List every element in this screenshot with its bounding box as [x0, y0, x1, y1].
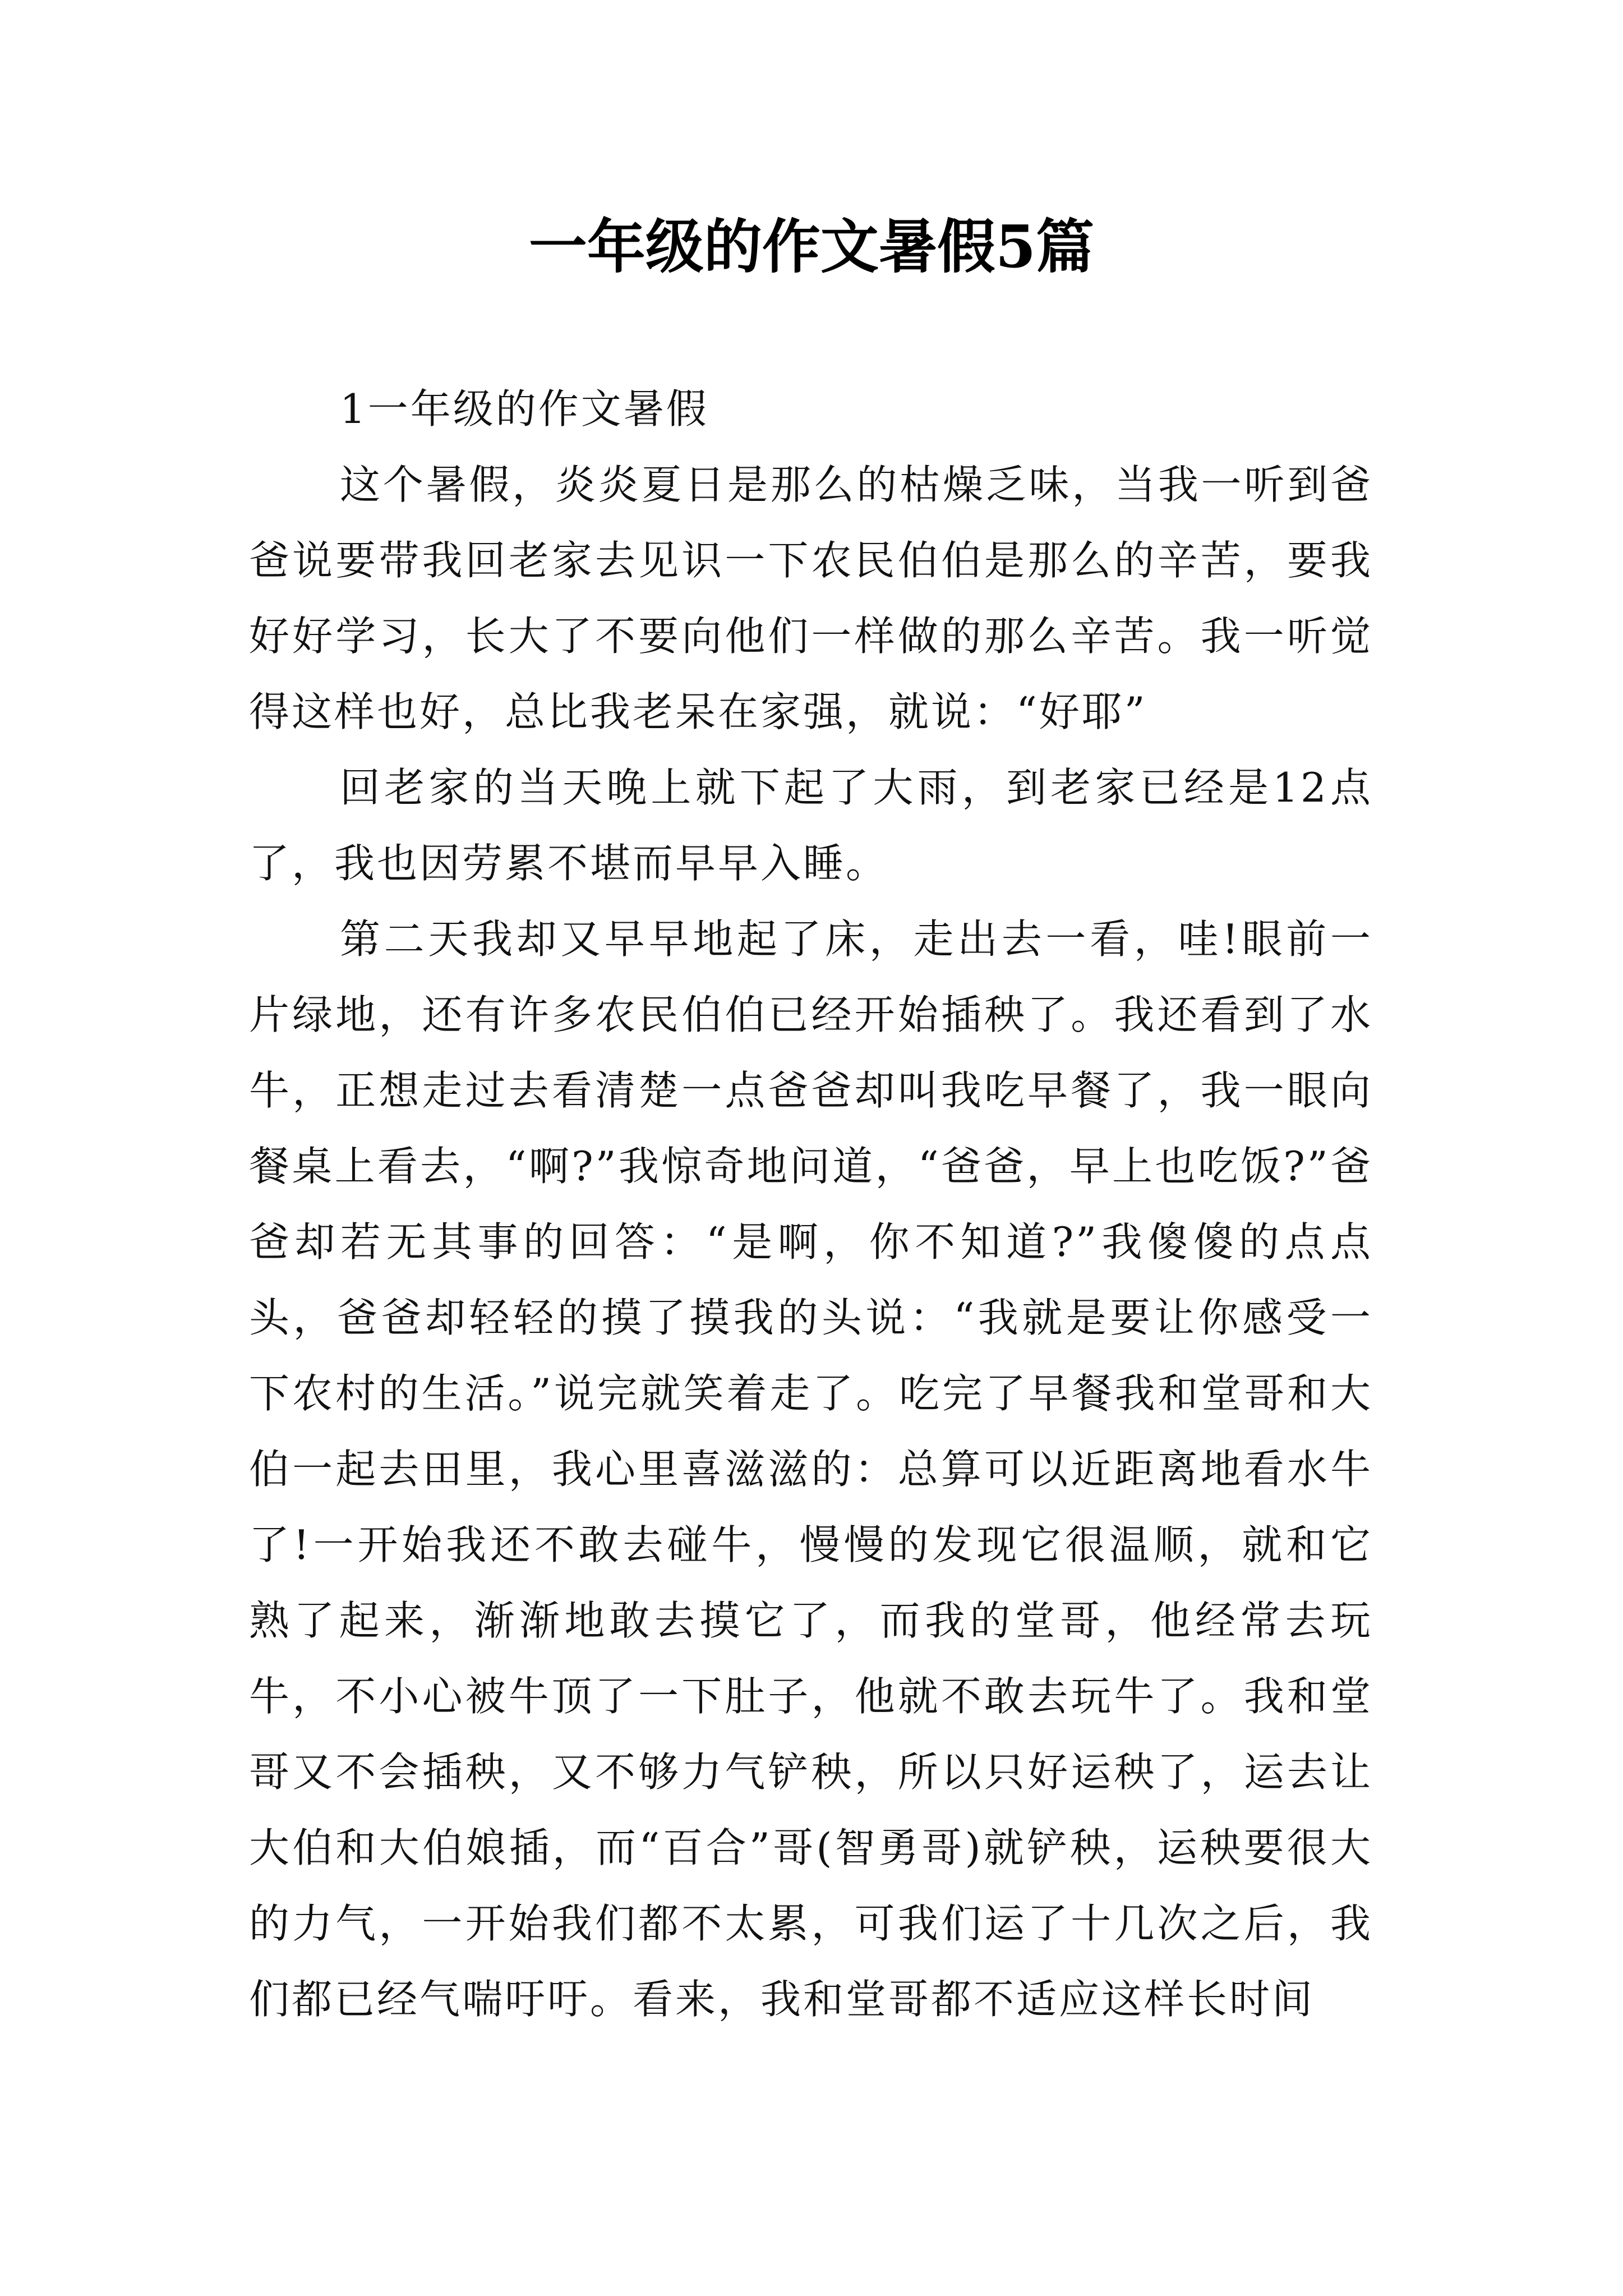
paragraph: 第二天我却又早早地起了床，走出去一看，哇!眼前一片绿地，还有许多农民伯伯已经开始插秧了。我还看到了水牛，正想走过去看清楚一点爸爸却叫我吃早餐了，我一眼向餐桌上看去，“啊?”我惊奇地问道，“爸爸，早上也吃饭?”爸爸却若无其事的回答：“是啊，你不知道?”我傻傻的点点头，爸爸却轻轻的摸了摸我的头说：“我就是要让你感受一下农村的生活。”说完就笑着走了。吃完了早餐我和堂哥和大伯一起去田里，我心里喜滋滋的：总算可以近距离地看水牛了!一开始我还不敢去碰牛，慢慢的发现它很温顺，就和它熟了起来，渐渐地敢去摸它了，而我的堂哥，他经常去玩牛，不小心被牛顶了一下肚子，他就不敢去玩牛了。我和堂哥又不会插秧，又不够力气铲秧，所以只好运秧了，运去让大伯和大伯娘插，而“百合”哥(智勇哥)就铲秧，运秧要很大的力气，一开始我们都不太累，可我们运了十几次之后，我们都已经气喘吁吁。看来，我和堂哥都不适应这样长时间	[249, 915, 1373, 2023]
document-title: 一年级的作文暑假5篇	[528, 212, 1095, 281]
document-body	[249, 371, 1373, 2037]
paragraph: 回老家的当天晚上就下起了大雨，到老家已经是12点了，我也因劳累不堪而早早入睡。	[249, 764, 1373, 887]
paragraph: 这个暑假，炎炎夏日是那么的枯燥乏味，当我一听到爸爸说要带我回老家去见识一下农民伯伯是那么的辛苦，要我好好学习，长大了不要向他们一样做的那么辛苦。我一听觉得这样也好，总比我老呆在家强，就说：“好耶”	[249, 461, 1373, 735]
section-heading: 1一年级的作文暑假	[340, 385, 709, 432]
